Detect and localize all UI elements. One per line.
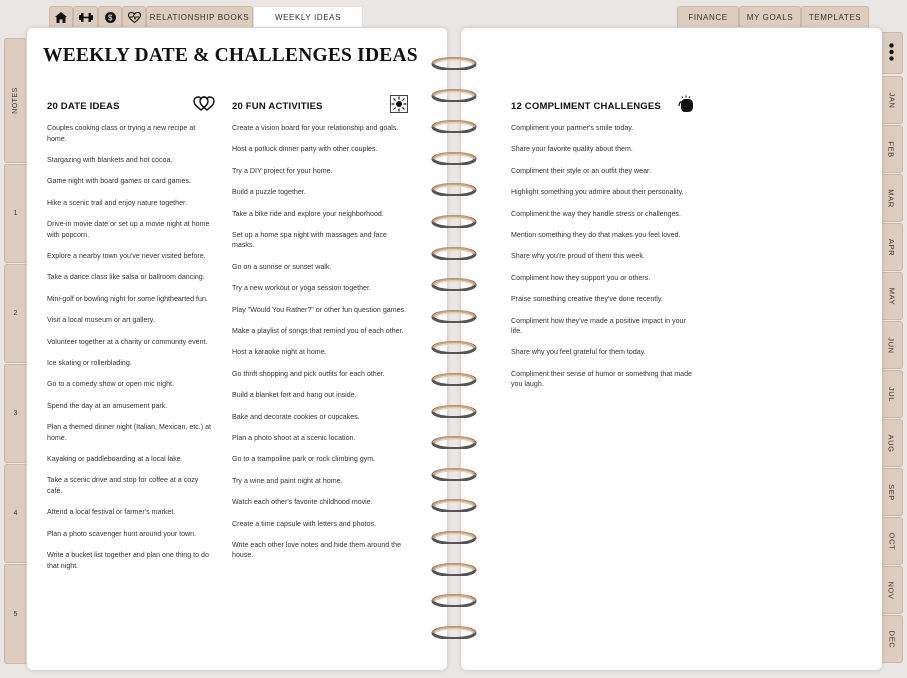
month-tab-may[interactable] xyxy=(881,272,903,320)
home-icon xyxy=(55,12,67,23)
list-item: Game night with board games or card games. xyxy=(47,177,191,186)
list-item: Spend the day at an amusement park. xyxy=(47,401,168,410)
list-item: Build a blanket fort and hang out inside. xyxy=(232,391,357,400)
tab-label: TEMPLATES xyxy=(808,12,862,22)
list-item: Explore a nearby town you've never visited before. xyxy=(47,251,206,260)
date-ideas-column xyxy=(47,98,215,582)
list-item: Watch each other's favorite childhood movie. xyxy=(232,498,373,507)
two-hearts-icon xyxy=(193,96,215,116)
list-item: Make a playlist of songs that remind you of each other. xyxy=(232,327,404,336)
dollar-icon xyxy=(105,12,116,23)
side-tab-label: 1 xyxy=(13,210,18,217)
list-item: Stargazing with blankets and hot cocoa. xyxy=(47,155,173,164)
spiral-ring xyxy=(431,625,477,639)
list-item: Share why you feel grateful for them today. xyxy=(511,348,646,357)
month-tab-label: MAR xyxy=(887,188,896,208)
list-item: Compliment how they support you or others. xyxy=(511,273,651,282)
list-item: Highlight something you admire about their personality. xyxy=(511,188,684,197)
list-item: Try a new workout or yoga session together. xyxy=(232,284,371,293)
month-tab-nov[interactable] xyxy=(881,566,903,614)
list-item: Share why you're proud of them this week. xyxy=(511,252,645,261)
tab-relationship-books[interactable] xyxy=(146,6,253,27)
list-item: Take a bike ride and explore your neighborhood. xyxy=(232,209,384,218)
spiral-ring xyxy=(431,530,477,544)
month-tab-jun[interactable] xyxy=(881,321,903,369)
column-header xyxy=(511,98,695,114)
side-tab-2[interactable] xyxy=(4,264,26,363)
month-tab-label: FEB xyxy=(886,140,896,158)
list-item: Try a DIY project for your home. xyxy=(232,166,333,175)
heartbeat-icon xyxy=(128,12,141,23)
list-item: Take a scenic drive and stop for coffee at a cozy café. xyxy=(47,476,199,495)
tab-money[interactable] xyxy=(98,6,122,27)
side-tab-5[interactable] xyxy=(4,564,26,664)
list-item: Go on a sunrise or sunset walk. xyxy=(232,262,332,271)
month-tab-jul[interactable] xyxy=(881,370,903,418)
column-header xyxy=(232,98,408,114)
list-item: Take a dance class like salsa or ballroom dancing. xyxy=(47,273,205,282)
month-tab-feb[interactable] xyxy=(881,125,903,173)
spiral-ring xyxy=(431,593,477,607)
month-tab-label: MAY xyxy=(887,287,896,305)
spiral-ring xyxy=(431,309,477,323)
list-item: Compliment the way they handle stress or challenges. xyxy=(511,209,681,218)
list-item: Set up a home spa night with massages and face masks. xyxy=(232,230,387,250)
month-tab-label: DEC xyxy=(886,630,896,648)
list-item: Create a time capsule with letters and photos. xyxy=(232,519,376,528)
list-item: Bake and decorate cookies or cupcakes. xyxy=(232,412,360,421)
list-item: Go to a trampoline park or rock climbing gym. xyxy=(232,455,376,464)
month-tab-oct[interactable] xyxy=(881,517,903,565)
tab-home[interactable] xyxy=(49,6,73,27)
fun-activities-list xyxy=(232,123,408,561)
month-tab-label: APR xyxy=(886,238,896,256)
date-ideas-list xyxy=(47,123,215,571)
spiral-ring xyxy=(431,246,477,260)
list-item: Play "Would You Rather?" or other fun question games. xyxy=(232,305,407,314)
top-tabs-right xyxy=(677,6,869,28)
tab-label: MY GOALS xyxy=(746,12,794,22)
list-item: Plan a photo shoot at a scenic location. xyxy=(232,433,356,442)
top-tabs-left xyxy=(49,6,363,28)
more-vertical-icon xyxy=(889,43,894,63)
month-tab-label: JUL xyxy=(886,386,896,402)
list-item: Build a puzzle together. xyxy=(232,188,306,197)
list-item: Visit a local museum or art gallery. xyxy=(47,316,155,325)
tab-label: RELATIONSHIP BOOKS xyxy=(149,12,250,22)
list-item: Couples cooking class or trying a new recipe at home. xyxy=(47,124,196,143)
spiral-ring xyxy=(431,435,477,449)
compliment-challenges-column xyxy=(511,98,695,401)
month-tab-label: OCT xyxy=(886,532,896,550)
side-tab-label: 2 xyxy=(13,310,18,317)
list-item: Drive-in movie date or set up a movie night at home with popcorn. xyxy=(47,220,210,239)
month-tab-apr[interactable] xyxy=(881,223,903,271)
column-heading: 20 FUN ACTIVITIES xyxy=(232,100,323,112)
list-item: Host a karaoke night at home. xyxy=(232,348,327,357)
spiral-ring xyxy=(431,119,477,133)
tab-health[interactable] xyxy=(122,6,146,27)
list-item: Write a bucket list together and plan one thing to do that night. xyxy=(47,551,209,570)
list-item: Write each other love notes and hide them around the house. xyxy=(232,540,402,560)
tab-label: WEEKLY IDEAS xyxy=(274,12,342,22)
list-item: Attend a local festival or farmer's market. xyxy=(47,508,176,517)
side-tab-3[interactable] xyxy=(4,364,26,463)
page-title: WEEKLY DATE & CHALLENGES IDEAS xyxy=(43,45,418,66)
list-item: Mention something they do that makes you feel loved. xyxy=(511,230,681,239)
column-heading: 20 DATE IDEAS xyxy=(47,100,120,112)
spiral-ring xyxy=(431,182,477,196)
list-item: Try a wine and paint night at home. xyxy=(232,476,343,485)
list-item: Go thrift shopping and pick outfits for each other. xyxy=(232,369,385,378)
list-item: Go to a comedy show or open mic night. xyxy=(47,380,174,389)
spiral-ring xyxy=(431,340,477,354)
month-tab-mar[interactable] xyxy=(881,174,903,222)
month-tab-label: JAN xyxy=(887,92,896,108)
list-item: Plan a themed dinner night (Italian, Mexican, etc.) at home. xyxy=(47,423,212,442)
list-item: Share your favorite quality about them. xyxy=(511,145,633,154)
list-item: Create a vision board for your relationship and goals. xyxy=(232,124,399,132)
sparkle-burst-icon xyxy=(390,95,408,118)
more-tab[interactable] xyxy=(881,32,903,74)
list-item: Plan a photo scavenger hunt around your town. xyxy=(47,529,197,538)
side-tab-label: 5 xyxy=(13,610,18,618)
tab-fitness[interactable] xyxy=(73,6,98,27)
month-tab-label: SEP xyxy=(887,483,896,501)
list-item: Praise something creative they've done recently. xyxy=(511,295,663,304)
tab-weekly-ideas[interactable] xyxy=(253,6,363,27)
list-item: Ice skating or rollerblading. xyxy=(47,358,132,367)
list-item: Kayaking or paddleboarding at a local lake. xyxy=(47,454,183,463)
tab-my-goals[interactable] xyxy=(739,6,801,27)
month-tab-label: JUN xyxy=(886,336,896,354)
list-item: Hike a scenic trail and enjoy nature together. xyxy=(47,198,187,207)
list-item: Compliment their style or an outfit they wear. xyxy=(511,166,651,175)
svg-text:$: $ xyxy=(107,12,113,22)
column-heading: 12 COMPLIMENT CHALLENGES xyxy=(511,100,661,112)
list-item: Compliment your partner's smile today. xyxy=(511,124,634,132)
side-tab-label: NOTES xyxy=(12,87,19,114)
clapping-hands-icon xyxy=(677,95,695,118)
column-header xyxy=(47,98,215,114)
tab-label: FINANCE xyxy=(688,12,728,22)
tab-finance[interactable] xyxy=(677,6,739,27)
side-tab-4[interactable] xyxy=(4,464,26,563)
list-item: Compliment how they've made a positive impact in your life. xyxy=(511,316,686,336)
spiral-ring xyxy=(431,88,477,102)
month-tab-label: AUG xyxy=(887,433,896,453)
month-tab-sep[interactable] xyxy=(881,468,903,516)
list-item: Volunteer together at a charity or community event. xyxy=(47,337,208,346)
right-page xyxy=(461,28,882,670)
list-item: Mini-golf or bowling night for some lighthearted fun. xyxy=(47,294,208,303)
spiral-ring xyxy=(431,498,477,512)
spiral-ring xyxy=(431,151,477,165)
month-tab-label: NOV xyxy=(887,580,896,600)
side-tab-1[interactable] xyxy=(4,164,26,263)
spiral-ring xyxy=(431,277,477,291)
fun-activities-column xyxy=(232,98,408,572)
spiral-ring xyxy=(431,562,477,576)
spiral-ring xyxy=(431,56,477,70)
list-item: Compliment their sense of humor or something that made you laugh. xyxy=(511,369,692,389)
side-tab-notes[interactable] xyxy=(4,38,26,163)
spiral-ring xyxy=(431,404,477,418)
month-tab-aug[interactable] xyxy=(881,419,903,467)
list-item: Host a potluck dinner party with other couples. xyxy=(232,145,378,154)
side-tab-label: 4 xyxy=(13,510,18,517)
dumbbell-icon xyxy=(79,13,93,22)
left-page xyxy=(27,28,447,670)
tab-templates[interactable] xyxy=(801,6,869,27)
compliment-challenges-list xyxy=(511,123,695,390)
spiral-ring xyxy=(431,214,477,228)
month-tab-jan[interactable] xyxy=(881,76,903,124)
spiral-ring xyxy=(431,467,477,481)
spiral-ring xyxy=(431,372,477,386)
side-tab-label: 3 xyxy=(13,410,18,417)
month-tab-dec[interactable] xyxy=(881,615,903,663)
